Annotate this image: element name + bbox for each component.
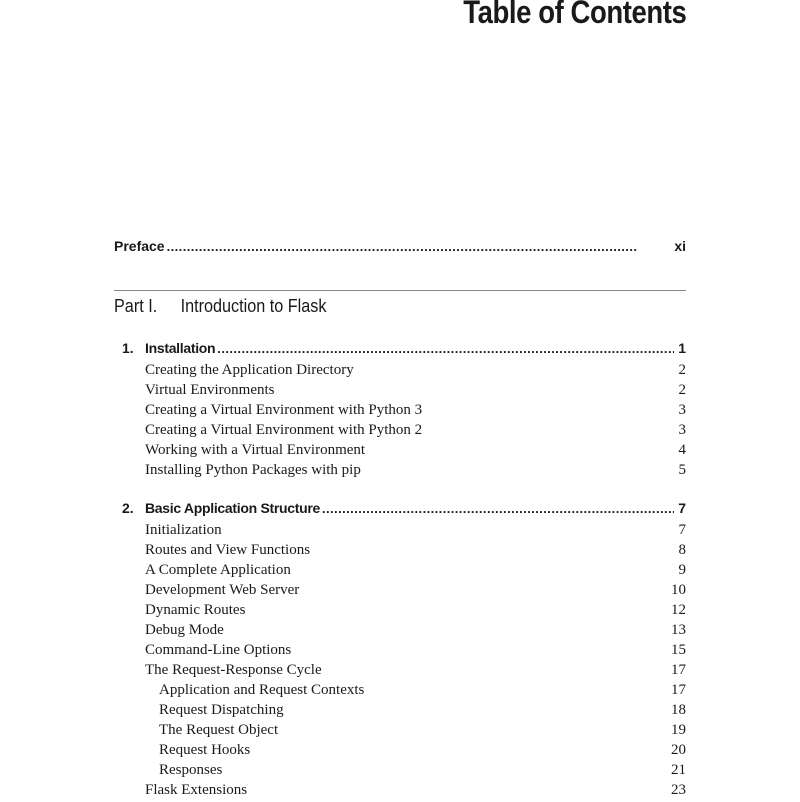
- toc-entry[interactable]: [145, 602, 686, 622]
- toc-entry[interactable]: [145, 642, 686, 662]
- toc-subentry[interactable]: [159, 762, 686, 782]
- entry-title: Initialization: [145, 522, 222, 538]
- entry-title: Dynamic Routes: [145, 602, 246, 618]
- entry-title: A Complete Application: [145, 562, 291, 578]
- entry-page: 3: [678, 422, 686, 438]
- chapter-title: Basic Application Structure: [145, 500, 320, 516]
- entry-page: 12: [671, 602, 686, 618]
- toc-subentry[interactable]: [159, 682, 686, 702]
- toc-preface-row[interactable]: [114, 238, 686, 260]
- entry-title: The Request-Response Cycle: [145, 662, 322, 678]
- chapter-number: 1.: [122, 340, 134, 356]
- toc-entry[interactable]: [145, 462, 686, 482]
- chapter-row[interactable]: [122, 500, 686, 520]
- toc-entry[interactable]: [145, 542, 686, 562]
- entry-title: Flask Extensions: [145, 782, 248, 798]
- entry-page: 2: [678, 362, 686, 378]
- entry-page: 3: [678, 402, 686, 418]
- dot-leader: [322, 501, 674, 516]
- entry-title: Responses: [159, 762, 223, 778]
- entry-title: Request Dispatching: [159, 702, 284, 718]
- entry-title: Application and Request Contexts: [159, 682, 365, 698]
- chapter-row[interactable]: [122, 340, 686, 360]
- part-label: Part I.: [114, 296, 158, 316]
- chapter-title: Installation: [145, 340, 216, 356]
- entry-page: 21: [671, 762, 686, 778]
- entry-page: 17: [671, 682, 686, 698]
- dot-leader: [217, 341, 674, 356]
- toc-subentry[interactable]: [159, 722, 686, 742]
- toc-entry[interactable]: [145, 442, 686, 462]
- chapter-page: 7: [678, 500, 686, 516]
- part-title: Introduction to Flask: [180, 296, 327, 316]
- preface-page: xi: [674, 238, 686, 254]
- entry-title: Working with a Virtual Environment: [145, 442, 366, 458]
- entry-title: Development Web Server: [145, 582, 300, 598]
- preface-label: Preface: [114, 238, 165, 254]
- dot-leader: [167, 239, 671, 254]
- entry-page: 7: [678, 522, 686, 538]
- entry-page: 19: [671, 722, 686, 738]
- entry-title: Routes and View Functions: [145, 542, 311, 558]
- entry-title: Installing Python Packages with pip: [145, 462, 361, 478]
- part-divider: [114, 290, 686, 291]
- entry-page: 5: [678, 462, 686, 478]
- entry-title: Creating a Virtual Environment with Python 3: [145, 402, 423, 418]
- entry-title: Creating a Virtual Environment with Python 2: [145, 422, 423, 438]
- entry-title: Command-Line Options: [145, 642, 292, 658]
- toc-entry[interactable]: [145, 382, 686, 402]
- entry-title: Creating the Application Directory: [145, 362, 354, 378]
- entry-page: 23: [671, 782, 686, 798]
- entry-page: 20: [671, 742, 686, 758]
- entry-page: 10: [671, 582, 686, 598]
- entry-page: 4: [678, 442, 686, 458]
- entry-title: Debug Mode: [145, 622, 224, 638]
- entry-page: 8: [678, 542, 686, 558]
- toc-entry[interactable]: [145, 362, 686, 382]
- toc-entry[interactable]: [145, 582, 686, 602]
- part-heading: [114, 296, 326, 322]
- entry-title: The Request Object: [159, 722, 279, 738]
- toc-entry[interactable]: [145, 782, 686, 802]
- toc-entry[interactable]: [145, 662, 686, 682]
- entry-page: 17: [671, 662, 686, 678]
- entry-title: Virtual Environments: [145, 382, 275, 398]
- toc-subentry[interactable]: [159, 702, 686, 722]
- entry-page: 13: [671, 622, 686, 638]
- entry-page: 15: [671, 642, 686, 658]
- chapter-page: 1: [678, 340, 686, 356]
- toc-entry[interactable]: [145, 402, 686, 422]
- toc-entry[interactable]: [145, 422, 686, 442]
- toc-entry[interactable]: [145, 622, 686, 642]
- toc-subentry[interactable]: [159, 742, 686, 762]
- entry-title: Request Hooks: [159, 742, 251, 758]
- chapter-number: 2.: [122, 500, 134, 516]
- toc-entry[interactable]: [145, 562, 686, 582]
- toc-entry[interactable]: [145, 522, 686, 542]
- entry-page: 18: [671, 702, 686, 718]
- page-title: Table of Contents: [462, 0, 686, 30]
- entry-page: 9: [678, 562, 686, 578]
- entry-page: 2: [678, 382, 686, 398]
